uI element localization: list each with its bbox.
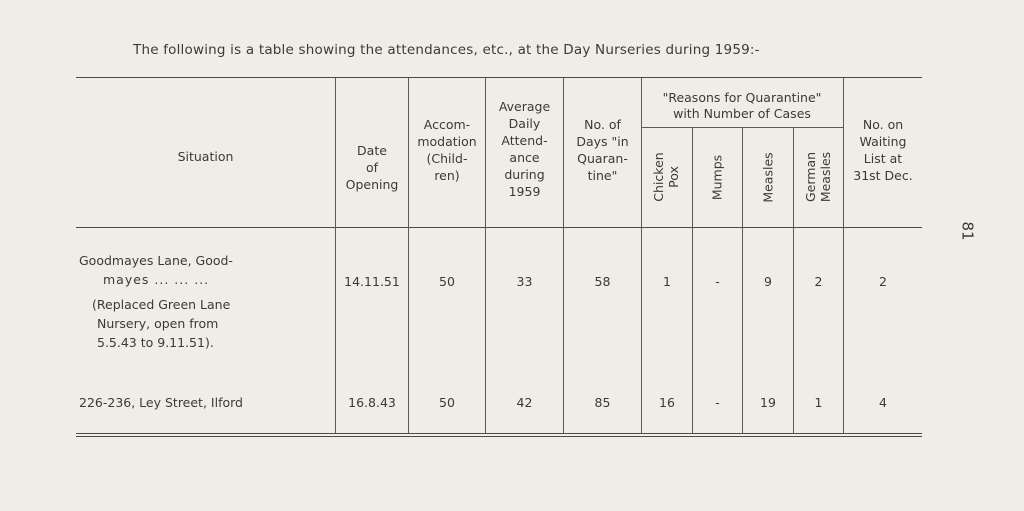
header-days-quarantine: No. of Days "in Quaran- tine" [576, 117, 629, 183]
header-reasons-group: "Reasons for Quarantine" with Number of Cases [662, 90, 822, 121]
header-measles: Measles [760, 152, 776, 203]
cell-german-measles: 1 [814, 395, 823, 410]
header-date-opening: Date of Opening [345, 143, 399, 192]
header-german-measles: German Measles [803, 151, 833, 203]
cell-date: 14.11.51 [344, 274, 400, 289]
col-divider [641, 78, 642, 433]
row-situation-line: 226-236, Ley Street, Ilford [79, 395, 243, 410]
header-rule [76, 227, 922, 228]
header-accommodation: Accom- modation (Child- ren) [417, 117, 477, 183]
bottom-rule-2 [76, 436, 922, 437]
cell-measles: 9 [764, 274, 772, 289]
cell-german-measles: 2 [814, 274, 823, 289]
cell-measles: 19 [760, 395, 776, 410]
cell-chicken-pox: 16 [659, 395, 675, 410]
header-situation: Situation [177, 149, 234, 164]
cell-days: 58 [594, 274, 611, 289]
cell-mumps: - [715, 274, 720, 289]
row-situation-line: (Replaced Green Lane [92, 297, 231, 312]
top-rule [76, 77, 922, 78]
cell-days: 85 [594, 395, 611, 410]
header-mumps: Mumps [709, 154, 725, 201]
col-divider [335, 78, 336, 433]
cell-accommodation: 50 [439, 274, 455, 289]
cell-chicken-pox: 1 [663, 274, 671, 289]
header-avg-attendance: Average Daily Attend- ance during 1959 [498, 99, 551, 199]
header-waiting-list: No. on Waiting List at 31st Dec. [853, 117, 913, 183]
cell-accommodation: 50 [439, 395, 455, 410]
cell-date: 16.8.43 [348, 395, 396, 410]
row-situation-line: 5.5.43 to 9.11.51). [97, 335, 214, 350]
cell-mumps: - [715, 395, 720, 410]
row-situation-line: mayes ... ... ... [103, 272, 210, 287]
row-situation-line: Goodmayes Lane, Good- [79, 253, 233, 268]
row-situation-line: Nursery, open from [97, 316, 219, 331]
table-caption: The following is a table showing the attendances, etc., at the Day Nurseries during 1959:- [133, 42, 760, 58]
bottom-rule-1 [76, 433, 922, 434]
cell-avg-attendance: 33 [516, 274, 533, 289]
page-number: 81 [958, 221, 977, 241]
cell-waiting: 2 [879, 274, 887, 289]
header-chicken-pox: Chicken Pox [651, 152, 681, 202]
cell-waiting: 4 [879, 395, 887, 410]
cell-avg-attendance: 42 [516, 395, 533, 410]
